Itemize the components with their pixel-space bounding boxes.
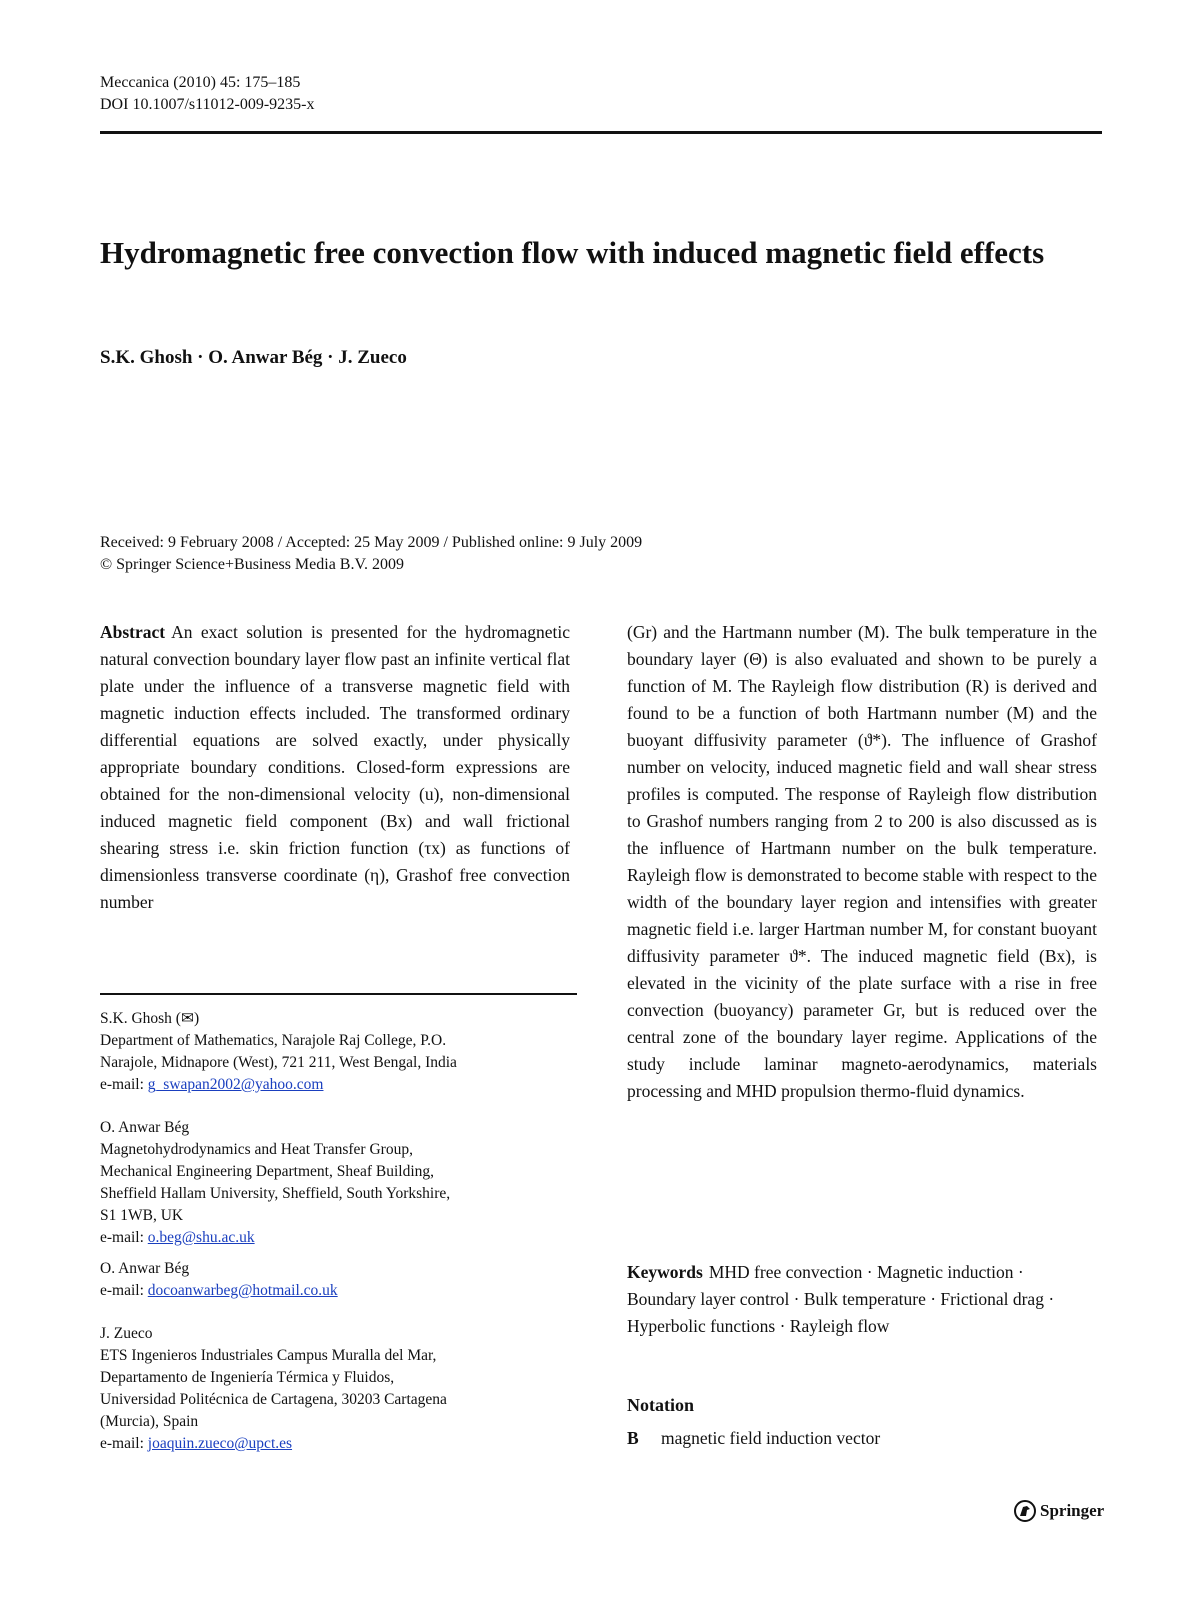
keywords-label: Keywords bbox=[627, 1262, 703, 1282]
affiliation-line: ETS Ingenieros Industriales Campus Muralla del Mar, bbox=[100, 1347, 437, 1364]
notation-symbol: B bbox=[627, 1428, 639, 1448]
affiliation-2 bbox=[100, 1117, 580, 1249]
notation-item bbox=[627, 1428, 880, 1449]
keywords bbox=[627, 1259, 1097, 1340]
email-label: e-mail: bbox=[100, 1229, 148, 1246]
journal-citation: Meccanica (2010) 45: 175–185 bbox=[100, 74, 301, 91]
email-link[interactable]: o.beg@shu.ac.uk bbox=[147, 1229, 255, 1246]
abstract-right-column bbox=[627, 619, 1097, 1105]
author-list: S.K. Ghosh · O. Anwar Bég · J. Zueco bbox=[100, 347, 407, 368]
keywords-text: MHD free convection · Magnetic induction · Boundary layer control · Bulk temperature · Frictional drag · Hyperbolic functions · Rayleigh flow bbox=[627, 1262, 1055, 1336]
springer-horse-icon bbox=[1014, 1500, 1036, 1522]
affiliation-rule bbox=[100, 993, 577, 995]
header-rule bbox=[100, 131, 1102, 134]
journal-info bbox=[100, 72, 315, 116]
affiliation-line: Magnetohydrodynamics and Heat Transfer Group, bbox=[100, 1141, 413, 1158]
affiliation-name: J. Zueco bbox=[100, 1325, 153, 1342]
affiliation-line: Narajole, Midnapore (West), 721 211, West Bengal, India bbox=[100, 1054, 457, 1071]
notation-description: magnetic field induction vector bbox=[661, 1428, 881, 1448]
springer-wordmark: Springer bbox=[1040, 1501, 1105, 1520]
springer-logo bbox=[1014, 1500, 1104, 1522]
affiliation-name: O. Anwar Bég bbox=[100, 1119, 190, 1136]
affiliation-name: O. Anwar Bég bbox=[100, 1260, 190, 1277]
affiliation-1 bbox=[100, 1008, 580, 1096]
abstract-label: Abstract bbox=[100, 622, 166, 642]
affiliation-line: S1 1WB, UK bbox=[100, 1207, 184, 1224]
email-label: e-mail: bbox=[100, 1076, 148, 1093]
abstract-text-part1: An exact solution is presented for the hydromagnetic natural convection boundary layer flow past an infinite vertical flat plate under the influence of a transverse magnetic field with magnetic induction effects included. The transformed ordinary differential equations are solved exactly, under physically appropriate boundary conditions. Closed-form expressions are obtained for the non-dimensional velocity (u), non-dimensional induced magnetic field component (Bx) and wall frictional shearing stress i.e. skin friction function (τx) as functions of dimensionless transverse coordinate (η), Grashof free convection number bbox=[100, 622, 570, 912]
article-title: Hydromagnetic free convection flow with induced magnetic field effects bbox=[100, 235, 1045, 270]
notation-heading: Notation bbox=[627, 1395, 694, 1415]
affiliation-3 bbox=[100, 1258, 580, 1302]
email-label: e-mail: bbox=[100, 1282, 148, 1299]
affiliation-line: Universidad Politécnica de Cartagena, 30203 Cartagena bbox=[100, 1391, 447, 1408]
email-link[interactable]: docoanwarbeg@hotmail.co.uk bbox=[147, 1282, 338, 1299]
affiliation-line: Department of Mathematics, Narajole Raj College, P.O. bbox=[100, 1032, 447, 1049]
email-link[interactable]: g_swapan2002@yahoo.com bbox=[147, 1076, 324, 1093]
copyright: © Springer Science+Business Media B.V. 2009 bbox=[100, 556, 404, 573]
doi[interactable]: DOI 10.1007/s11012-009-9235-x bbox=[100, 96, 315, 113]
affiliation-line: Sheffield Hallam University, Sheffield, South Yorkshire, bbox=[100, 1185, 451, 1202]
affiliation-4 bbox=[100, 1323, 580, 1455]
email-link[interactable]: joaquin.zueco@upct.es bbox=[147, 1435, 293, 1452]
history-dates: Received: 9 February 2008 / Accepted: 25 May 2009 / Published online: 9 July 2009 bbox=[100, 534, 643, 551]
affiliation-name: S.K. Ghosh (✉) bbox=[100, 1010, 200, 1027]
email-label: e-mail: bbox=[100, 1435, 148, 1452]
abstract-text-part2: (Gr) and the Hartmann number (M). The bulk temperature in the boundary layer (Θ) is also evaluated and shown to be purely a function of M. The Rayleigh flow distribution (R) is derived and found to be a function of both Hartmann number (M) and the buoyant diffusivity parameter (ϑ*). The influence of Grashof number on velocity, induced magnetic field and wall shear stress profiles is computed. The response of Rayleigh flow distribution to Grashof numbers ranging from 2 to 200 is also discussed as is the influence of Hartmann number on the bulk temperature. Rayleigh flow is demonstrated to become stable with respect to the width of the boundary layer region and intensifies with greater magnetic field i.e. larger Hartman number M, for constant buoyant diffusivity parameter ϑ*. The induced magnetic field (Bx), is elevated in the vicinity of the plate surface with a rise in free convection (buoyancy) parameter Gr, but is reduced over the central zone of the boundary layer regime. Applications of the study include laminar magneto-aerodynamics, materials processing and MHD propulsion thermo-fluid dynamics. bbox=[627, 622, 1097, 1101]
affiliation-line: Mechanical Engineering Department, Sheaf Building, bbox=[100, 1163, 435, 1180]
affiliation-line: (Murcia), Spain bbox=[100, 1413, 199, 1430]
abstract-left-column bbox=[100, 619, 570, 916]
affiliation-line: Departamento de Ingeniería Térmica y Fluidos, bbox=[100, 1369, 395, 1386]
publication-dates bbox=[100, 532, 642, 576]
